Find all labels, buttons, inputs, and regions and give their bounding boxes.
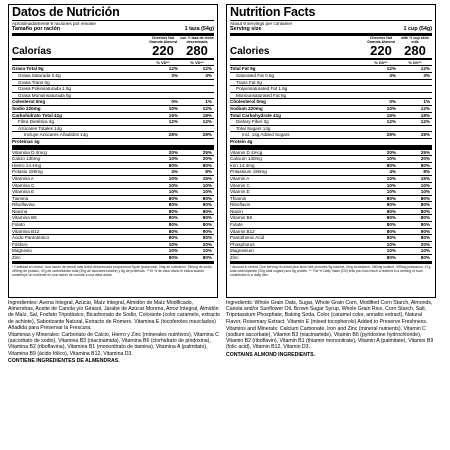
nutrient-name: Potassium 190mg: [230, 169, 267, 175]
calories-row: [12, 44, 214, 60]
nutrient-dv-cereal: 80%: [386, 255, 396, 261]
nutrient-dv-with-milk: 80%: [202, 208, 212, 214]
nutrient-dv-with-milk: 80%: [202, 215, 212, 221]
nutrient-dv-with-milk: 80%: [202, 235, 212, 241]
nutrient-dv-with-milk: 80%: [202, 202, 212, 208]
nutrient-dv-cereal: 10%: [386, 182, 396, 188]
nutrient-dv-cereal: 80%: [168, 202, 178, 208]
nutrient-row: [230, 73, 432, 80]
nutrient-name: Grasa Total 9g: [12, 66, 44, 72]
nutrient-dv-cereal: 15%: [386, 112, 396, 118]
nutrient-dv-cereal: [364, 93, 398, 99]
nutrient-row: [12, 93, 214, 100]
calories-with-milk: 280: [404, 43, 426, 59]
nutrient-dv-with-milk: 12%: [420, 105, 430, 111]
nutrient-dv-cereal: 80%: [386, 202, 396, 208]
nutrient-row: [230, 139, 432, 147]
nutrient-dv-with-milk: 18%: [420, 112, 430, 118]
nutrient-dv-cereal: [146, 86, 180, 92]
nutrient-row: [12, 196, 214, 203]
nutrient-name: Dietary Fiber 3g: [236, 119, 269, 125]
nutrient-row: [12, 106, 214, 113]
nutrient-dv-cereal: 0%: [171, 99, 178, 105]
nutrient-name: Niacina: [12, 208, 28, 214]
nutrient-dv-cereal: 80%: [168, 162, 178, 168]
nutrient-row: [12, 163, 214, 170]
nutrient-dv-with-milk: 10%: [202, 182, 212, 188]
nutrient-name: Vitamina B6: [12, 215, 37, 221]
nutrient-dv-with-milk: 80%: [420, 255, 430, 261]
serving-size: [230, 26, 432, 36]
nutrient-name: Vitamina A: [12, 175, 34, 181]
nutrient-name: Cholesterol 0mg: [230, 99, 266, 105]
nutrient-row: [230, 93, 432, 100]
ingredients-text: Ingredientes: Avena Integral, Azúcar, Maíz Integral, Almidón de Maíz Modificado, Almendras, Aceite de Canola y/o Girasol, Jarabe de Azúcar Morena, Arroz Integral, Almidón de Maíz, Sal, Fosfato Tripotásico, Bicarbonato de Sodio, Colorante (color caramelo, extracto de achiote), Saborizante Natural, Extracto de Romero. Vitamina E (tocoferoles mezclados) Añadida para Preservar la Frescura.: [8, 300, 220, 331]
nutrient-name: Grasa Monoinsaturada 5g: [18, 92, 72, 98]
nutrient-name: Protein 4g: [230, 138, 253, 144]
nutrient-dv-with-milk: 25%: [420, 149, 430, 155]
nutrient-row: [230, 156, 432, 163]
nutrient-row: [12, 86, 214, 93]
nutrient-row: [12, 156, 214, 163]
nutrient-row: [230, 86, 432, 93]
allergen-statement: CONTAINS ALMOND INGREDIENTS.: [226, 351, 316, 358]
ingredients-text: Ingredients: Whole Grain Oats, Sugar, Whole Grain Corn, Modified Corn Starch, Almonds, Canola and/or Sunflower Oil, Brown Sugar Syrup, Whole Grain Rice, Corn Starch, Salt, Tripotassium Phosphate, Baking Soda, Color (caramel color, annatto extract), Natural Flavor, Rosemary Extract. Vitamin E (mixed tocopherols) Added to Preserve Freshness.: [226, 300, 433, 325]
nutrient-name: Riboflavin: [230, 202, 251, 208]
nutrient-name: Vitamin B12: [230, 228, 255, 234]
nutrient-dv-with-milk: 10%: [202, 189, 212, 195]
nutrient-dv-with-milk: [180, 139, 214, 145]
nutrient-dv-cereal: 12%: [168, 66, 178, 72]
calories-with-milk: 280: [186, 43, 208, 59]
nutrient-dv-cereal: [146, 80, 180, 86]
nutrient-row: [12, 242, 214, 249]
nutrient-name: Calcium 130mg: [230, 156, 262, 162]
nutrient-name: Magnesium: [230, 248, 254, 254]
nutrient-dv-cereal: 80%: [168, 215, 178, 221]
nutrient-dv-with-milk: 12%: [202, 119, 212, 125]
nutrient-dv-with-milk: 80%: [202, 195, 212, 201]
nutrient-dv-with-milk: 80%: [202, 162, 212, 168]
nutrient-row: [12, 255, 214, 262]
nutrient-row: [230, 66, 432, 73]
nutrient-row: [12, 113, 214, 120]
nutrient-name: Vitamin E: [230, 189, 250, 195]
nutrient-dv-with-milk: 10%: [420, 182, 430, 188]
nutrient-name: Total Fat 9g: [230, 66, 256, 72]
nutrient-dv-cereal: 80%: [168, 208, 178, 214]
nutrient-name: Vitamin B6: [230, 215, 253, 221]
nutrient-dv-cereal: 10%: [168, 156, 178, 162]
panel-title: Nutrition Facts: [230, 6, 432, 21]
nutrient-name: Colesterol 0mg: [12, 99, 46, 105]
nutrient-name: Pantothenic Acid: [230, 235, 265, 241]
nutrient-dv-with-milk: 10%: [420, 248, 430, 254]
nutrient-name: Vitamin D 4mcg: [230, 149, 263, 155]
column-header-with-milk: with ½ cup skim milk: [401, 36, 429, 45]
nutrient-name: Folate: [230, 222, 243, 228]
calories-label: Calories: [230, 46, 270, 58]
dv-header-cereal: % VD**: [156, 60, 170, 66]
nutrient-dv-cereal: 10%: [386, 175, 396, 181]
nutrient-dv-with-milk: 3%: [205, 73, 212, 78]
nutrient-rows: [12, 66, 214, 261]
footnote: * Cantidad en cereal. Una ración de cereal más leche descremada proporciona 9g de grasa total, 0mg de colesterol, 280mg de sodio, 490mg de potasio, 47g de carbohidrato total (20g de azúcares totales) y 8g de proteínas. ** El % de valor diario le indica cuánto contribuye un nutriente en una ración de comida a una dieta diaria.: [12, 262, 214, 277]
nutrient-dv-cereal: 3%: [171, 73, 178, 78]
column-header-with-milk: con ½ taza de leche descremada: [180, 36, 214, 45]
nutrient-dv-cereal: 10%: [168, 189, 178, 195]
nutrient-row: [12, 99, 214, 106]
nutrient-name: Azúcares Totales 14g: [18, 125, 62, 131]
nutrient-dv-cereal: 80%: [386, 215, 396, 221]
nutrient-row: [12, 183, 214, 190]
nutrient-rows: [230, 66, 432, 261]
nutrient-dv-with-milk: 1%: [423, 99, 430, 105]
nutrient-row: [230, 189, 432, 196]
nutrient-row: [12, 169, 214, 176]
nutrient-row: [12, 176, 214, 183]
nutrient-dv-with-milk: 8%: [423, 169, 430, 175]
nutrient-name: Sodium 220mg: [230, 105, 263, 111]
nutrient-dv-with-milk: 80%: [420, 235, 430, 241]
nutrient-dv-cereal: 28%: [386, 132, 396, 138]
nutrient-name: Thiamin: [230, 195, 247, 201]
nutrient-name: Grasa Saturada 0.5g: [18, 73, 61, 78]
nutrient-dv-cereal: 80%: [386, 235, 396, 241]
nutrient-row: [12, 235, 214, 242]
nutrient-dv-with-milk: 80%: [420, 222, 430, 228]
nutrient-dv-with-milk: 3%: [423, 73, 430, 78]
nutrient-dv-cereal: 10%: [386, 241, 396, 247]
nutrient-name: Zinc: [230, 255, 239, 261]
nutrient-dv-with-milk: 80%: [202, 222, 212, 228]
nutrient-name: Ácido Pantoténico: [12, 235, 50, 241]
nutrient-name: Fibra Dietética 3g: [18, 119, 55, 125]
nutrient-dv-cereal: 0%: [389, 99, 396, 105]
nutrient-dv-cereal: [364, 80, 398, 86]
nutrient-row: [230, 242, 432, 249]
nutrient-dv-with-milk: 8%: [205, 169, 212, 175]
nutrient-dv-cereal: 80%: [168, 228, 178, 234]
panel-title: Datos de Nutrición: [12, 6, 214, 21]
servings-per-container: About 9 servings per container: [230, 21, 293, 26]
nutrient-row: [230, 132, 432, 139]
nutrient-dv-with-milk: [398, 80, 432, 86]
nutrient-name: Phosphorus: [230, 241, 255, 247]
nutrient-row: [230, 176, 432, 183]
nutrient-dv-with-milk: [180, 86, 214, 92]
dv-header-with-milk: % DV**: [408, 60, 422, 66]
nutrient-name: Proteínas 4g: [12, 138, 40, 144]
ingredients-spanish: [8, 300, 220, 365]
nutrient-dv-with-milk: 15%: [202, 175, 212, 181]
nutrient-dv-with-milk: [180, 80, 214, 86]
footnote: * Amount in cereal. One serving of cereal plus skim milk provides 9g total fat, 0mg cholesterol, 280mg sodium, 490mg potassium, 47g total carbohydrate (20g total sugars) and 8g protein. ** The % Daily Value (DV) tells you how much a nutrient in a serving of food contributes to a daily diet.: [230, 262, 432, 277]
nutrient-dv-with-milk: 80%: [420, 195, 430, 201]
nutrient-dv-with-milk: 20%: [202, 241, 212, 247]
nutrient-dv-cereal: 28%: [168, 132, 178, 138]
vitamins-minerals-text: Vitaminas y Minerales: Carbonato de Calcio, Hierro y Zinc (minerales nutritivos), Vitamina C (ascorbato de sodio), Vitamina B3 (niacinamida), Vitamina B6 (clorhidrato de piridoxina), Vitamina B2 (riboflavina), Vitamina B1 (mononitrato de tiamina), Vitamina A (palmitato), Vitamina B9 (ácido fólico), Vitamina B12, Vitamina D3.: [8, 332, 219, 357]
nutrient-name: Niacin: [230, 208, 243, 214]
nutrient-row: [12, 189, 214, 196]
nutrient-dv-with-milk: 80%: [420, 202, 430, 208]
nutrient-name: Grasa Poliinsaturada 1.5g: [18, 86, 72, 92]
nutrient-dv-with-milk: 12%: [202, 66, 212, 72]
dv-header-with-milk: % VD**: [190, 60, 204, 66]
nutrient-name: Saturated Fat 0.5g: [236, 73, 275, 78]
nutrient-dv-cereal: 4%: [389, 169, 396, 175]
nutrient-dv-cereal: [364, 126, 398, 132]
nutrient-dv-with-milk: 12%: [202, 105, 212, 111]
column-header-cereal: Cheerios Nut Granola Almond: [149, 36, 177, 45]
serving-size-label: Tamaño por ración: [12, 26, 61, 33]
nutrient-dv-cereal: [146, 126, 180, 132]
nutrient-dv-cereal: 20%: [386, 149, 396, 155]
nutrient-dv-with-milk: 25%: [202, 149, 212, 155]
nutrient-row: [12, 209, 214, 216]
nutrient-row: [230, 126, 432, 133]
nutrient-row: [12, 80, 214, 87]
nutrition-panel-english: [226, 4, 436, 298]
servings-per-container: Aproximadamente 9 raciones por envase: [12, 21, 96, 26]
calories-label: Calorías: [12, 46, 52, 58]
nutrient-dv-with-milk: 18%: [202, 112, 212, 118]
nutrient-row: [230, 163, 432, 170]
nutrient-dv-cereal: 10%: [386, 248, 396, 254]
nutrient-dv-with-milk: 20%: [202, 156, 212, 162]
nutrient-row: [230, 119, 432, 126]
nutrient-row: [12, 229, 214, 236]
nutrient-dv-cereal: 10%: [168, 248, 178, 254]
nutrient-name: Total Sugars 14g: [236, 125, 271, 131]
nutrient-row: [12, 132, 214, 139]
nutrient-name: Carbohidrato Total 41g: [12, 112, 62, 118]
nutrient-dv-with-milk: 15%: [420, 175, 430, 181]
nutrient-row: [230, 80, 432, 87]
nutrient-dv-cereal: 80%: [168, 255, 178, 261]
nutrition-panel-spanish: [8, 4, 218, 298]
vitamins-minerals-text: Vitamins and Minerals: Calcium Carbonate, Iron and Zinc (mineral nutrients), Vitamin C (sodium ascorbate), Vitamin B3 (niacinamide), Vitamin B6 (pyridoxine hydrochloride), Vitamin B2 (riboflavin), Vitamin B1 (thiamin mononitrate), Vitamin A (palmitate), Vitamin B9 (folic acid), Vitamin B12, Vitamin D3.: [226, 325, 434, 351]
nutrient-dv-cereal: 80%: [386, 162, 396, 168]
nutrient-dv-with-milk: [398, 86, 432, 92]
nutrient-dv-with-milk: 12%: [420, 66, 430, 72]
nutrient-dv-with-milk: [398, 126, 432, 132]
calories-cereal: 220: [152, 43, 174, 59]
column-headers: [12, 36, 214, 44]
nutrient-row: [12, 215, 214, 222]
nutrient-row: [230, 106, 432, 113]
nutrient-dv-cereal: 80%: [168, 235, 178, 241]
nutrient-row: [230, 209, 432, 216]
column-headers: [230, 36, 432, 44]
dv-header-cereal: % DV**: [374, 60, 388, 66]
nutrient-name: Hierro 14.4mg: [12, 162, 42, 168]
nutrient-dv-with-milk: 28%: [202, 132, 212, 138]
nutrient-name: Vitamin C: [230, 182, 250, 188]
nutrient-dv-cereal: 3%: [389, 73, 396, 78]
nutrient-dv-cereal: 10%: [168, 182, 178, 188]
nutrient-name: Vitamina D 4mcg: [12, 149, 47, 155]
nutrient-dv-with-milk: 10%: [420, 189, 430, 195]
nutrient-row: [230, 99, 432, 106]
nutrient-row: [230, 248, 432, 255]
nutrient-dv-cereal: 10%: [168, 241, 178, 247]
nutrient-name: Vitamin A: [230, 175, 250, 181]
nutrient-row: [230, 147, 432, 157]
nutrient-name: Tiamina: [12, 195, 29, 201]
nutrient-name: Vitamina E: [12, 189, 35, 195]
nutrient-row: [230, 229, 432, 236]
nutrient-name: Sodio 220mg: [12, 105, 41, 111]
nutrient-dv-cereal: 20%: [168, 149, 178, 155]
nutrient-dv-cereal: 10%: [386, 189, 396, 195]
nutrient-row: [230, 215, 432, 222]
nutrient-row: [230, 255, 432, 262]
serving-size-label: Serving size: [230, 26, 262, 33]
nutrient-row: [12, 139, 214, 147]
serving-size: [12, 26, 214, 36]
nutrient-dv-cereal: [146, 93, 180, 99]
calories-row: [230, 44, 432, 60]
nutrient-dv-cereal: 10%: [168, 105, 178, 111]
nutrient-dv-with-milk: 90%: [202, 228, 212, 234]
nutrient-dv-with-milk: 12%: [420, 119, 430, 125]
nutrient-row: [230, 196, 432, 203]
serving-size-value: 1 cup (54g): [403, 26, 432, 33]
nutrient-row: [230, 113, 432, 120]
nutrient-dv-with-milk: 1%: [205, 99, 212, 105]
nutrient-row: [230, 222, 432, 229]
nutrient-dv-with-milk: 80%: [420, 208, 430, 214]
nutrient-dv-with-milk: 80%: [420, 215, 430, 221]
nutrient-row: [12, 222, 214, 229]
nutrient-row: [12, 147, 214, 157]
nutrient-name: Grasa Trans 0g: [18, 79, 50, 85]
serving-size-value: 1 taza (54g): [184, 26, 214, 33]
nutrient-row: [12, 119, 214, 126]
nutrient-name: Zinc: [12, 255, 21, 261]
nutrient-dv-cereal: 10%: [386, 156, 396, 162]
nutrient-row: [230, 235, 432, 242]
nutrient-dv-with-milk: [180, 93, 214, 99]
nutrient-name: Vitamina C: [12, 182, 35, 188]
nutrient-dv-cereal: [364, 86, 398, 92]
nutrient-dv-with-milk: 80%: [420, 162, 430, 168]
nutrient-dv-with-milk: [398, 139, 432, 145]
nutrient-dv-cereal: 80%: [168, 195, 178, 201]
allergen-statement: CONTIENE INGREDIENTES DE ALMENDRAS.: [8, 357, 120, 364]
nutrient-row: [230, 202, 432, 209]
nutrient-dv-with-milk: 28%: [420, 132, 430, 138]
nutrient-dv-cereal: 80%: [386, 228, 396, 234]
nutrient-dv-with-milk: 20%: [420, 241, 430, 247]
nutrient-row: [12, 202, 214, 209]
nutrient-name: Vitamina B12: [12, 228, 40, 234]
nutrient-dv-with-milk: [180, 126, 214, 132]
nutrient-row: [12, 66, 214, 73]
calories-cereal: 220: [370, 43, 392, 59]
column-header-cereal: Cheerios Nut Granola Almond: [367, 36, 395, 45]
nutrient-dv-cereal: 12%: [386, 119, 396, 125]
nutrient-dv-cereal: 80%: [386, 208, 396, 214]
nutrient-dv-with-milk: 80%: [202, 255, 212, 261]
nutrient-dv-with-milk: [398, 93, 432, 99]
nutrient-name: Polyunsaturated Fat 1.5g: [236, 86, 288, 92]
nutrient-dv-with-milk: 10%: [202, 248, 212, 254]
nutrient-name: Magnesio: [12, 248, 32, 254]
nutrient-name: Fósforo: [12, 241, 28, 247]
nutrient-name: Incluye Azúcares Añadidos 14g: [24, 132, 88, 138]
nutrient-name: Total Carbohydrate 41g: [230, 112, 281, 118]
nutrient-row: [12, 73, 214, 80]
ingredients-english: [226, 300, 438, 359]
nutrient-dv-with-milk: 90%: [420, 228, 430, 234]
nutrient-dv-cereal: 4%: [171, 169, 178, 175]
nutrient-name: Riboflavina: [12, 202, 35, 208]
nutrient-row: [12, 126, 214, 133]
nutrient-row: [12, 248, 214, 255]
nutrient-row: [230, 169, 432, 176]
nutrient-dv-cereal: 80%: [168, 222, 178, 228]
nutrient-name: Monounsaturated Fat 5g: [236, 92, 287, 98]
nutrient-name: Incl. 14g Added Sugars: [242, 132, 290, 138]
nutrient-name: Calcio 130mg: [12, 156, 41, 162]
nutrient-dv-with-milk: 20%: [420, 156, 430, 162]
nutrient-dv-cereal: 80%: [386, 195, 396, 201]
nutrient-name: Potasio 190mg: [12, 169, 43, 175]
nutrient-name: Folato: [12, 222, 25, 228]
nutrient-name: Iron 14.4mg: [230, 162, 255, 168]
nutrient-dv-cereal: 15%: [168, 112, 178, 118]
nutrient-dv-cereal: [146, 139, 180, 145]
nutrient-row: [230, 183, 432, 190]
nutrient-name: Trans Fat 0g: [236, 79, 262, 85]
nutrient-dv-cereal: 12%: [168, 119, 178, 125]
nutrient-dv-cereal: 12%: [386, 66, 396, 72]
nutrient-dv-cereal: 80%: [386, 222, 396, 228]
nutrient-dv-cereal: [364, 139, 398, 145]
nutrient-dv-cereal: 10%: [168, 175, 178, 181]
nutrient-dv-cereal: 10%: [386, 105, 396, 111]
